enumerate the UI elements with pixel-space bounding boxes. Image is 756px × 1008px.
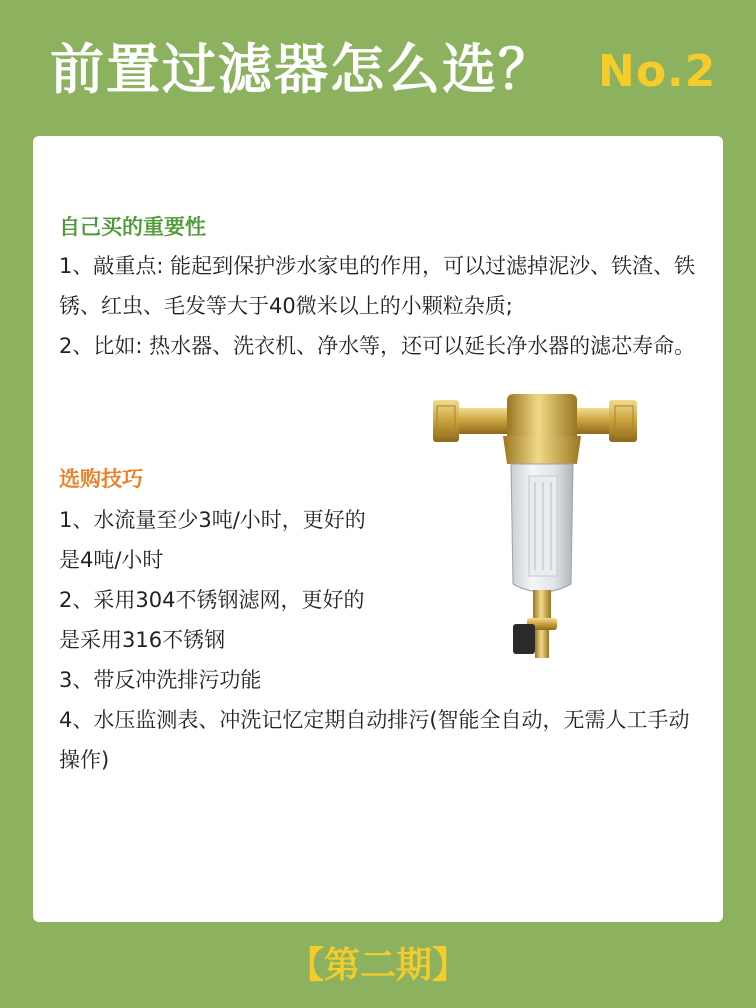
tip-item-2: 2、采用304不锈钢滤网，更好的是采用316不锈钢 xyxy=(59,588,365,652)
importance-text xyxy=(59,246,709,366)
page-title: 前置过滤器怎么选？ xyxy=(50,38,554,101)
tip-item-3: 3、带反冲洗排污功能 xyxy=(59,668,262,692)
tip-item-1: 1、水流量至少3吨/小时，更好的是4吨/小时 xyxy=(59,508,366,572)
buying-tips-heading: 选购技巧 xyxy=(59,467,143,491)
importance-item-2: 2、比如: 热水器、洗衣机、净水等，还可以延长净水器的滤芯寿命。 xyxy=(59,334,696,358)
importance-heading: 自己买的重要性 xyxy=(59,215,206,239)
issue-footer: 【第二期】 xyxy=(287,945,468,986)
tip-item-4: 4、水压监测表、冲洗记忆定期自动排污(智能全自动，无需人工手动操作) xyxy=(59,708,690,772)
water-prefilter-image xyxy=(431,386,639,666)
importance-item-1: 1、敲重点: 能起到保护涉水家电的作用，可以过滤掉泥沙、铁渣、铁锈、红虫、毛发等大于40微米以上的小颗粒杂质; xyxy=(59,254,696,318)
content-card xyxy=(33,136,723,922)
issue-number-badge: No.2 xyxy=(598,46,717,97)
